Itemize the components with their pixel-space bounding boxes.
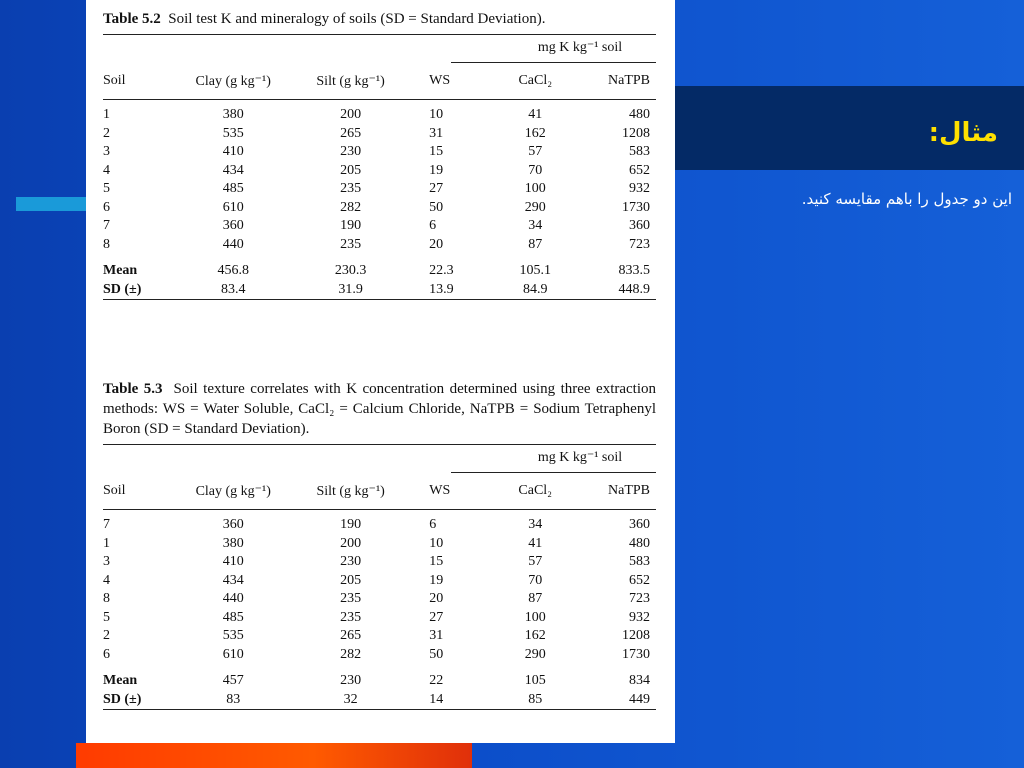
table-5-2: [103, 9, 656, 304]
table-cell: 6: [429, 517, 437, 533]
table-cell: 7: [103, 218, 110, 234]
table-cell: Mean: [103, 673, 138, 689]
table-cell: 57: [528, 144, 543, 160]
table-cell: 535: [222, 125, 244, 141]
table-row: [103, 236, 656, 255]
table-row: [103, 125, 656, 144]
table-cell: 2: [103, 125, 110, 141]
table-cell: 3: [103, 144, 110, 160]
table-row: [103, 535, 656, 554]
table-row: [103, 627, 656, 646]
table-cell: 290: [524, 199, 546, 215]
bottom-rule: [103, 710, 656, 715]
table-cell: 50: [429, 199, 444, 215]
table-cell: 440: [222, 236, 244, 252]
stat-row: [103, 262, 656, 281]
table-cell: 32: [343, 691, 358, 707]
table-cell: 282: [340, 199, 362, 215]
table-cell: 162: [524, 628, 546, 644]
header-row: [103, 63, 656, 100]
table-cell: 480: [629, 535, 650, 551]
header-row: [103, 473, 656, 510]
table-row: [103, 572, 656, 591]
table-cell: 13.9: [429, 281, 454, 297]
table-cell: 230: [340, 673, 362, 689]
slide-title: مثال:: [928, 118, 998, 148]
table-cell: 190: [340, 218, 362, 234]
table-cell: 15: [429, 554, 444, 570]
table-cell: 100: [524, 181, 546, 197]
unit-rule: [451, 62, 656, 63]
table-cell: 22.3: [429, 263, 454, 279]
table-cell: 205: [340, 162, 362, 178]
table-cell: 84.9: [523, 281, 548, 297]
bottom-rule: [103, 300, 656, 305]
slide-body-text: این دو جدول را باهم مقایسه کنید.: [801, 190, 1012, 208]
column-header: CaCl₂: [518, 483, 553, 498]
table-cell: 410: [222, 554, 244, 570]
table-row: [103, 646, 656, 665]
table-cell: 448.9: [618, 281, 650, 297]
column-header: Soil: [103, 483, 126, 498]
table-cell: 535: [222, 628, 244, 644]
table-cell: 34: [528, 218, 543, 234]
table-cell: 10: [429, 107, 444, 123]
table-cell: 205: [340, 572, 362, 588]
unit-header: mg K kg⁻¹ soil: [537, 40, 623, 55]
table-cell: 6: [103, 199, 110, 215]
table-cell: 20: [429, 591, 444, 607]
table-cell: 360: [222, 218, 244, 234]
table-row: [103, 590, 656, 609]
table-label: Table 5.2: [103, 11, 161, 27]
table-cell: 4: [103, 572, 110, 588]
table-cell: 932: [629, 609, 650, 625]
table-cell: 4: [103, 162, 110, 178]
table-cell: 265: [340, 628, 362, 644]
table-cell: 100: [524, 609, 546, 625]
table-cell: 457: [222, 673, 244, 689]
table-cell: 83: [226, 691, 241, 707]
table-cell: 440: [222, 591, 244, 607]
column-header: Clay (g kg⁻¹): [195, 483, 271, 499]
table-cell: 31: [429, 125, 444, 141]
table-cell: 200: [340, 535, 362, 551]
table-cell: 290: [524, 646, 546, 662]
table-cell: 265: [340, 125, 362, 141]
table-cell: 27: [429, 181, 444, 197]
table-cell: 105.1: [519, 263, 552, 279]
table-body: [103, 510, 656, 715]
table-cell: 360: [629, 218, 650, 234]
table-cell: 583: [629, 554, 650, 570]
unit-header-row: [103, 445, 656, 473]
table-cell: 610: [222, 199, 244, 215]
column-header: Silt (g kg⁻¹): [316, 483, 385, 499]
data-table: [103, 473, 656, 714]
table-cell: 1730: [622, 199, 650, 215]
table-cell: 50: [429, 646, 444, 662]
table-cell: 235: [340, 181, 362, 197]
table-cell: 22: [429, 673, 444, 689]
data-table: [103, 63, 656, 304]
table-cell: 83.4: [220, 281, 246, 297]
table-cell: 41: [528, 107, 543, 123]
column-header: Silt (g kg⁻¹): [316, 73, 385, 89]
table-cell: 85: [528, 691, 543, 707]
table-cell: 3: [103, 554, 110, 570]
column-header: NaTPB: [608, 483, 650, 498]
table-cell: 610: [222, 646, 244, 662]
table-cell: 723: [629, 236, 650, 252]
row-gap: [103, 664, 656, 672]
table-cell: 19: [429, 572, 444, 588]
table-5-3: [103, 379, 656, 714]
table-cell: 105: [524, 673, 546, 689]
table-cell: 485: [222, 181, 244, 197]
table-cell: 31.9: [338, 281, 363, 297]
table-caption: [103, 379, 656, 439]
table-cell: 434: [222, 572, 244, 588]
table-row: [103, 553, 656, 572]
table-cell: 235: [340, 609, 362, 625]
table-cell: Mean: [103, 263, 138, 279]
table-cell: 230: [340, 554, 362, 570]
table-cell: 235: [340, 591, 362, 607]
table-cell: 360: [629, 517, 650, 533]
table-cell: 380: [222, 107, 244, 123]
table-cell: 87: [528, 591, 543, 607]
table-row: [103, 180, 656, 199]
table-cell: 10: [429, 535, 444, 551]
table-cell: 833.5: [618, 263, 650, 279]
table-cell: 360: [222, 517, 244, 533]
table-cell: 2: [103, 628, 110, 644]
table-cell: 20: [429, 236, 444, 252]
table-cell: 1208: [622, 628, 650, 644]
table-cell: 583: [629, 144, 650, 160]
table-caption: [103, 9, 656, 29]
column-header: WS: [429, 73, 451, 88]
table-cell: 27: [429, 609, 444, 625]
table-row: [103, 106, 656, 125]
stat-row: [103, 672, 656, 691]
table-cell: 380: [222, 535, 244, 551]
table-cell: 723: [629, 591, 650, 607]
table-cell: SD (±): [103, 691, 142, 707]
table-cell: 932: [629, 181, 650, 197]
table-cell: 14: [429, 691, 444, 707]
decorative-bar-left: [16, 197, 88, 211]
table-cell: 190: [340, 517, 362, 533]
document-image: [86, 0, 675, 743]
column-header: Soil: [103, 73, 126, 88]
table-cell: 410: [222, 144, 244, 160]
caption-text: Soil texture correlates with K concentration determined using three extraction methods: WS = Water Soluble, CaCl₂ = Calcium Chloride, NaTPB = Sodium Tetraphenyl Boron (SD = Standard Deviation).: [103, 381, 657, 437]
table-row: [103, 162, 656, 181]
table-cell: 15: [429, 144, 444, 160]
table-cell: 1730: [622, 646, 650, 662]
table-cell: 230: [340, 144, 362, 160]
table-cell: 834: [629, 673, 650, 689]
table-body: [103, 100, 656, 305]
stat-row: [103, 281, 656, 300]
table-cell: 5: [103, 181, 110, 197]
table-row: [103, 143, 656, 162]
table-cell: 652: [629, 162, 650, 178]
table-cell: SD (±): [103, 281, 142, 297]
unit-header: mg K kg⁻¹ soil: [537, 450, 623, 465]
table-cell: 1208: [622, 125, 650, 141]
table-row: [103, 609, 656, 628]
table-row: [103, 516, 656, 535]
table-cell: 1: [103, 535, 110, 551]
table-label: Table 5.3: [103, 381, 163, 397]
unit-header-row: [103, 35, 656, 63]
column-header: NaTPB: [608, 73, 650, 88]
stat-row: [103, 691, 656, 710]
table-cell: 8: [103, 236, 110, 252]
table-cell: 200: [340, 107, 362, 123]
table-cell: 7: [103, 517, 110, 533]
table-cell: 57: [528, 554, 543, 570]
table-cell: 5: [103, 609, 110, 625]
column-header: Clay (g kg⁻¹): [195, 73, 271, 89]
table-cell: 41: [528, 535, 543, 551]
table-cell: 6: [429, 218, 437, 234]
table-cell: 652: [629, 572, 650, 588]
unit-rule: [451, 472, 656, 473]
column-header: WS: [429, 483, 451, 498]
table-cell: 235: [340, 236, 362, 252]
table-cell: 87: [528, 236, 543, 252]
table-cell: 34: [528, 517, 543, 533]
table-row: [103, 199, 656, 218]
caption-text: Soil test K and mineralogy of soils (SD = Standard Deviation).: [168, 11, 546, 27]
table-cell: 162: [524, 125, 546, 141]
table-cell: 485: [222, 609, 244, 625]
table-cell: 31: [429, 628, 444, 644]
table-cell: 70: [528, 162, 543, 178]
table-cell: 70: [528, 572, 543, 588]
table-cell: 8: [103, 591, 110, 607]
column-header: CaCl₂: [518, 73, 553, 88]
decorative-bar-bottom: [76, 743, 472, 768]
table-row: [103, 217, 656, 236]
table-cell: 282: [340, 646, 362, 662]
table-cell: 19: [429, 162, 444, 178]
table-cell: 230.3: [334, 263, 367, 279]
row-gap: [103, 254, 656, 262]
table-cell: 1: [103, 107, 110, 123]
table-cell: 456.8: [217, 263, 249, 279]
table-cell: 449: [629, 691, 650, 707]
table-cell: 434: [222, 162, 244, 178]
table-cell: 480: [629, 107, 650, 123]
table-cell: 6: [103, 646, 110, 662]
